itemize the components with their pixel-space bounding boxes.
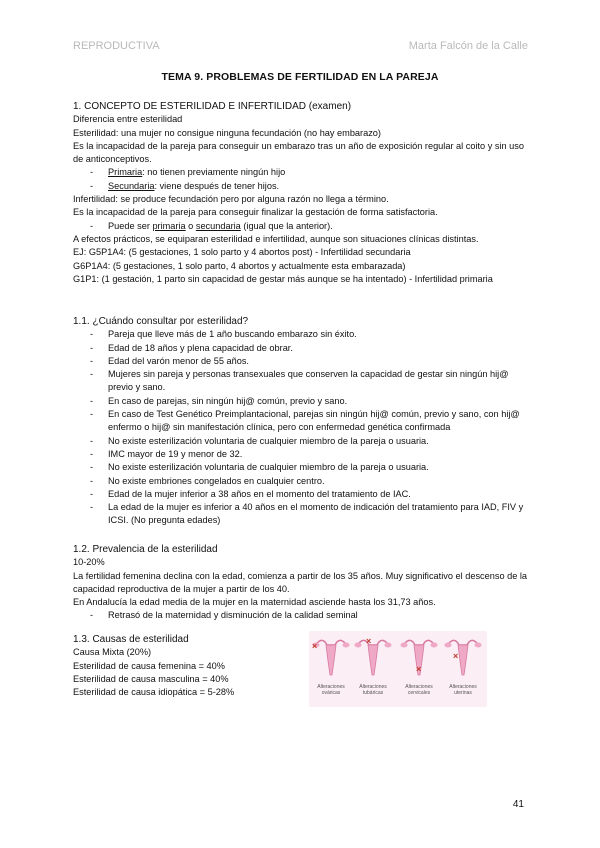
paragraph: Es la incapacidad de la pareja para conseguir finalizar la gestación de forma satisfactoria. — [73, 207, 438, 218]
list-item: - No existe embriones congelados en cualquier centro. — [90, 475, 325, 486]
svg-text:×: × — [453, 651, 459, 661]
list-item: - Secundaria: viene después de tener hijos. — [90, 180, 280, 191]
header-author: Marta Falcón de la Calle — [408, 40, 528, 52]
list-item: - Primaria: no tienen previamente ningún hijo — [90, 167, 286, 178]
example-line: G1P1: (1 gestación, 1 parto sin capacidad de gestar más aunque se ha intentado) - Infertilidad primaria — [73, 273, 493, 284]
list-item: - La edad de la mujer es inferior a 40 años en el momento de indicación del tratamiento para IAD, FIV y ICSI. (No pregunta edades) — [90, 502, 524, 526]
uterus-tubal-icon — [355, 636, 392, 675]
uterus-ovarian-icon — [312, 640, 350, 675]
item-text: No existe esterilización voluntaria de cualquier miembro de la pareja o usuaria. — [108, 462, 429, 473]
list-item: - En caso de Test Genético Preimplantacional, parejas sin ningún hij@ común, previo y sano, con hij@ enfermo o hij@ sin manifestación clínica, pero con enfermedad genética confirmada — [90, 409, 520, 433]
reproductive-organs-graphic — [309, 631, 487, 683]
paragraph: Esterilidad de causa idiopática = 5-28% — [73, 687, 235, 698]
svg-text:×: × — [312, 641, 318, 651]
caption-ovarian: Alteraciones ováricas — [317, 684, 345, 696]
paragraph: Esterilidad de causa masculina = 40% — [73, 673, 229, 684]
section-heading: 1.1. ¿Cuándo consultar por esterilidad? — [73, 316, 249, 327]
term: primaria — [152, 220, 186, 231]
item-text: En caso de parejas, sin ningún hij@ común, previo y sano. — [108, 395, 348, 406]
term: Primaria — [108, 167, 143, 178]
item-text: Edad de la mujer inferior a 38 años en el momento del tratamiento de IAC. — [108, 488, 411, 499]
list-item: - Pareja que lleve más de 1 año buscando embarazo sin éxito. — [90, 329, 357, 340]
item-text: Edad de 18 años y plena capacidad de obrar. — [108, 342, 293, 353]
item-text: No existe esterilización voluntaria de cualquier miembro de la pareja o usuaria. — [108, 435, 429, 446]
section-causas — [73, 633, 303, 699]
header-subject: REPRODUCTIVA — [73, 40, 160, 52]
svg-text:×: × — [416, 664, 422, 674]
page-title: TEMA 9. PROBLEMAS DE FERTILIDAD EN LA PAREJA — [161, 71, 439, 83]
section-heading: 1. CONCEPTO DE ESTERILIDAD E INFERTILIDAD (examen) — [73, 101, 352, 112]
paragraph: Esterilidad: una mujer no consigue ninguna fecundación (no hay embarazo) — [73, 127, 381, 138]
paragraph: En Andalucía la edad media de la mujer en la maternidad asciende hasta los 31,73 años. — [73, 597, 436, 608]
item-text: No existe embriones congelados en cualquier centro. — [108, 475, 325, 486]
item-text: Edad del varón menor de 55 años. — [108, 355, 249, 366]
text: (igual que la anterior). — [240, 220, 333, 231]
example-line: G6P1A4: (5 gestaciones, 1 solo parto, 4 abortos y actualmente esta embarazada) — [73, 260, 406, 271]
list-item: - Edad de la mujer inferior a 38 años en el momento del tratamiento de IAC. — [90, 488, 411, 499]
term: secundaria — [195, 220, 241, 231]
list-item: - IMC mayor de 19 y menor de 32. — [90, 448, 243, 459]
section-heading: 1.3. Causas de esterilidad — [73, 634, 189, 645]
paragraph: Diferencia entre esterilidad — [73, 114, 183, 125]
paragraph: Esterilidad de causa femenina = 40% — [73, 660, 225, 671]
item-text: Pareja que lleve más de 1 año buscando embarazo sin éxito. — [108, 329, 357, 340]
paragraph: Es la incapacidad de la pareja para conseguir un embarazo tras un año de exposición regular al coito y sin uso de anticonceptivos. — [73, 140, 524, 165]
term-def: : viene después de tener hijos. — [154, 180, 280, 191]
uterus-uterine-icon — [445, 640, 482, 675]
list-item: - No existe esterilización voluntaria de cualquier miembro de la pareja o usuaria. — [90, 462, 429, 473]
caption-uterine: Alteraciones uterinas — [449, 684, 477, 696]
list-item: - Mujeres sin pareja y personas transexuales que conserven la capacidad de gestar sin ningún hij@ previo y sano. — [90, 369, 509, 393]
section-heading: 1.2. Prevalencia de la esterilidad — [73, 544, 218, 555]
item-text: En caso de Test Genético Preimplantacional, parejas sin ningún hij@ común, previo y sano, con hij@ enfermo o hij@ sin manifestación clínica, pero con enfermedad genética confirmada — [108, 409, 520, 433]
item-text: Mujeres sin pareja y personas transexuales que conserven la capacidad de gestar sin ningún hij@ previo y sano. — [108, 369, 509, 393]
item-text: IMC mayor de 19 y menor de 32. — [108, 448, 243, 459]
text: Puede ser — [108, 220, 153, 231]
list-item: - Puede ser primaria o secundaria (igual que la anterior). — [90, 220, 333, 231]
term-def: : no tienen previamente ningún hijo — [142, 167, 286, 178]
paragraph: A efectos prácticos, se equiparan esterilidad e infertilidad, aunque son situaciones clínicas distintas. — [73, 233, 479, 244]
caption-tubal: Alteraciones tubáricas — [359, 684, 387, 696]
paragraph: Infertilidad: se produce fecundación pero por alguna razón no llega a término. — [73, 194, 389, 205]
criteria-list — [73, 328, 528, 527]
page-number: 41 — [512, 799, 524, 810]
svg-text:×: × — [366, 636, 372, 646]
list-item: - En caso de parejas, sin ningún hij@ común, previo y sano. — [90, 395, 348, 406]
text: o — [185, 220, 196, 231]
list-item: - Edad de 18 años y plena capacidad de obrar. — [90, 342, 293, 353]
caption-cervical: Alteraciones cervicales — [405, 684, 433, 696]
paragraph: La fertilidad femenina declina con la edad, comienza a partir de los 35 años. Muy significativo el descenso de la capacidad reproductiva de la mujer a partir de los 40. — [73, 570, 528, 594]
causes-illustration — [309, 631, 487, 707]
list-item: - Edad del varón menor de 55 años. — [90, 355, 249, 366]
section-concepto — [73, 100, 528, 286]
uterus-cervical-icon — [401, 640, 438, 675]
section-cuando-consultar — [73, 315, 528, 528]
paragraph: Causa Mixta (20%) — [73, 647, 152, 658]
list-item: - Retrasó de la maternidad y disminución de la calidad seminal — [90, 610, 358, 621]
item-text: La edad de la mujer es inferior a 40 años en el momento de indicación del tratamiento para IAD, FIV y ICSI. (No pregunta edades) — [108, 502, 524, 526]
term: Secundaria — [108, 180, 155, 191]
list-item: - No existe esterilización voluntaria de cualquier miembro de la pareja o usuaria. — [90, 435, 429, 446]
paragraph: 10-20% — [73, 557, 105, 568]
section-prevalencia — [73, 543, 528, 623]
example-line: EJ: G5P1A4: (5 gestaciones, 1 solo parto y 4 abortos post) - Infertilidad secundaria — [73, 247, 411, 258]
item-text: Retrasó de la maternidad y disminución de la calidad seminal — [108, 610, 358, 621]
